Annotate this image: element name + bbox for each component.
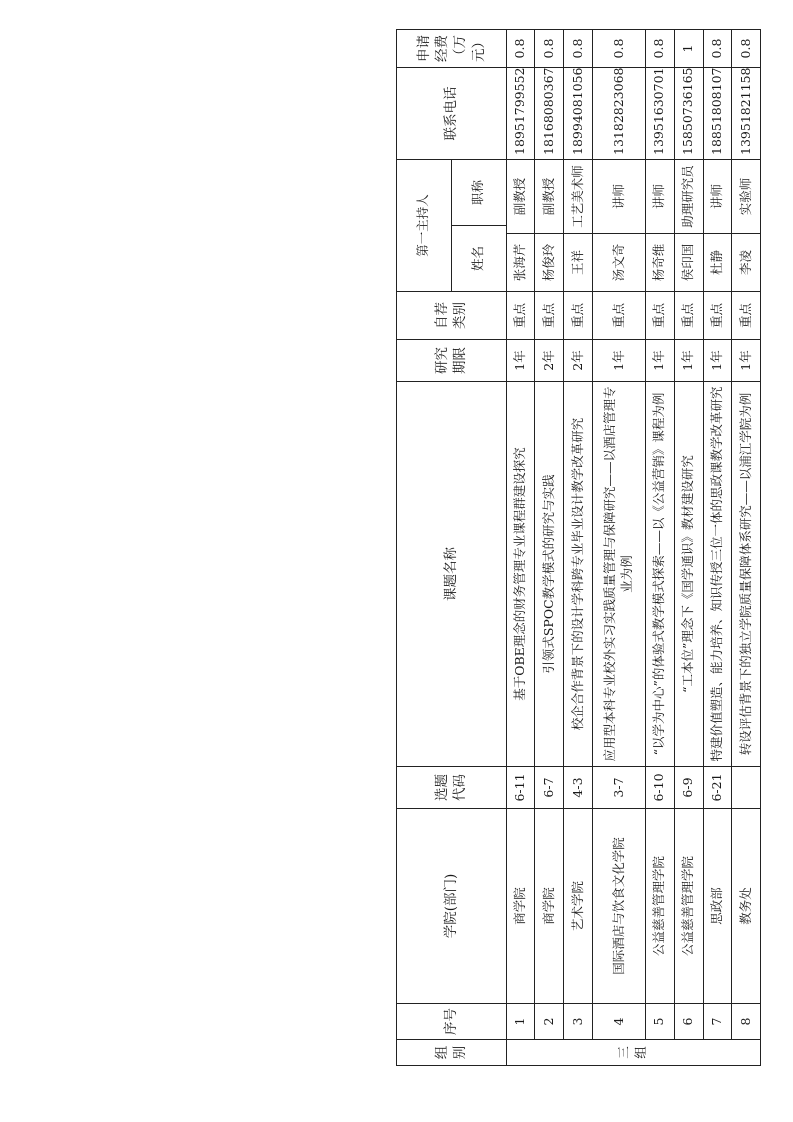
cell-no: 4 [592,1004,645,1040]
table-row [564,29,593,1065]
cell-name: 张海芹 [506,234,535,292]
header-period: 研究期限 [397,340,507,382]
cell-no: 6 [674,1004,703,1040]
cell-name: 杜静 [703,234,732,292]
header-category: 自荐类别 [397,292,507,340]
cell-fund: 0.8 [564,29,593,67]
cell-title: 应用型本科专业校外实习实践质量管理与保障研究——以酒店管理专业为例 [592,382,645,767]
cell-period: 1年 [703,340,732,382]
cell-phone: 18168080367 [535,67,564,159]
cell-rank: 副教授 [506,159,535,233]
cell-college: 国际酒店与饮食文化学院 [592,809,645,1004]
table-row [592,29,645,1065]
cell-rank: 助理研究员 [674,159,703,233]
header-host-label: 第一主持人 [397,160,451,291]
cell-phone: 13951821158 [732,67,761,159]
table-row [646,29,675,1065]
table-row [703,29,732,1065]
cell-title: “工本位”理念下《国学通识》教材建设研究 [674,382,703,767]
cell-code: 6-9 [674,767,703,809]
cell-fund: 0.8 [592,29,645,67]
cell-code: 6-21 [703,767,732,809]
header-phone: 联系电话 [397,67,507,159]
header-host [397,159,507,291]
table-row [732,29,761,1065]
cell-period: 1年 [732,340,761,382]
cell-college: 艺术学院 [564,809,593,1004]
header-name: 姓名 [451,226,505,291]
cell-name: 侯印国 [674,234,703,292]
cell-no: 3 [564,1004,593,1040]
cell-college: 思政部 [703,809,732,1004]
cell-name: 杨奇维 [646,234,675,292]
cell-category: 重点 [674,292,703,340]
cell-code [732,767,761,809]
rotated-table-page [396,30,761,1066]
header-college: 学院(部门) [397,809,507,1004]
cell-college: 商学院 [535,809,564,1004]
cell-college: 公益慈善管理学院 [674,809,703,1004]
cell-name: 李凌 [732,234,761,292]
project-table [396,29,761,1066]
header-fund: 申请经费（万元） [397,29,507,67]
cell-fund: 0.8 [646,29,675,67]
header-row [397,29,507,1065]
cell-rank: 讲师 [703,159,732,233]
cell-fund: 0.8 [732,29,761,67]
cell-code: 6-7 [535,767,564,809]
cell-category: 重点 [646,292,675,340]
cell-fund: 0.8 [506,29,535,67]
cell-rank: 讲师 [592,159,645,233]
header-title: 课题名称 [397,382,507,767]
cell-fund: 0.8 [535,29,564,67]
cell-period: 1年 [592,340,645,382]
cell-title: 引领式SPOC教学模式的研究与实践 [535,382,564,767]
cell-title: 特建价值塑造、能力培养、知识传授三位一体的思政课教学改革研究 [703,382,732,767]
cell-fund: 0.8 [703,29,732,67]
cell-period: 1年 [506,340,535,382]
cell-college: 公益慈善管理学院 [646,809,675,1004]
header-no: 序号 [397,1004,507,1040]
cell-college: 教务处 [732,809,761,1004]
cell-period: 1年 [646,340,675,382]
cell-rank: 实验师 [732,159,761,233]
cell-code: 6-11 [506,767,535,809]
table-row [506,29,535,1065]
cell-category: 重点 [535,292,564,340]
cell-name: 王祥 [564,234,593,292]
header-group: 组别 [397,1040,507,1066]
cell-code: 4-3 [564,767,593,809]
cell-college: 商学院 [506,809,535,1004]
cell-title: 校企合作背景下的设计学科跨专业毕业设计教学改革研究 [564,382,593,767]
table-row [674,29,703,1065]
cell-category: 重点 [732,292,761,340]
cell-phone: 13951630701 [646,67,675,159]
cell-phone: 18951799552 [506,67,535,159]
cell-code: 3-7 [592,767,645,809]
cell-title: “以学为中心”的体验式教学模式探索——以《公益营销》课程为例 [646,382,675,767]
cell-phone: 13182823068 [592,67,645,159]
cell-period: 2年 [535,340,564,382]
header-code: 选题代码 [397,767,507,809]
cell-rank: 副教授 [535,159,564,233]
cell-category: 重点 [506,292,535,340]
cell-period: 1年 [674,340,703,382]
cell-fund: 1 [674,29,703,67]
cell-phone: 15850736165 [674,67,703,159]
cell-name: 杨俊玲 [535,234,564,292]
cell-phone: 18851808107 [703,67,732,159]
header-rank: 职称 [470,180,486,206]
cell-phone: 18994081056 [564,67,593,159]
header-host-subtable [397,160,506,291]
cell-no: 1 [506,1004,535,1040]
cell-category: 重点 [564,292,593,340]
cell-rank: 工艺美术师 [564,159,593,233]
cell-category: 重点 [592,292,645,340]
cell-period: 2年 [564,340,593,382]
cell-name: 汤文奇 [592,234,645,292]
table-row [535,29,564,1065]
cell-no: 7 [703,1004,732,1040]
cell-title: 转设评估背景下的独立学院质量保障体系研究——以浦江学院为例 [732,382,761,767]
group-cell: 三组 [506,1040,760,1066]
cell-rank: 讲师 [646,159,675,233]
cell-no: 8 [732,1004,761,1040]
cell-no: 5 [646,1004,675,1040]
cell-code: 6-10 [646,767,675,809]
cell-category: 重点 [703,292,732,340]
cell-no: 2 [535,1004,564,1040]
cell-title: 基于OBE理念的财务管理专业课程群建设探究 [506,382,535,767]
